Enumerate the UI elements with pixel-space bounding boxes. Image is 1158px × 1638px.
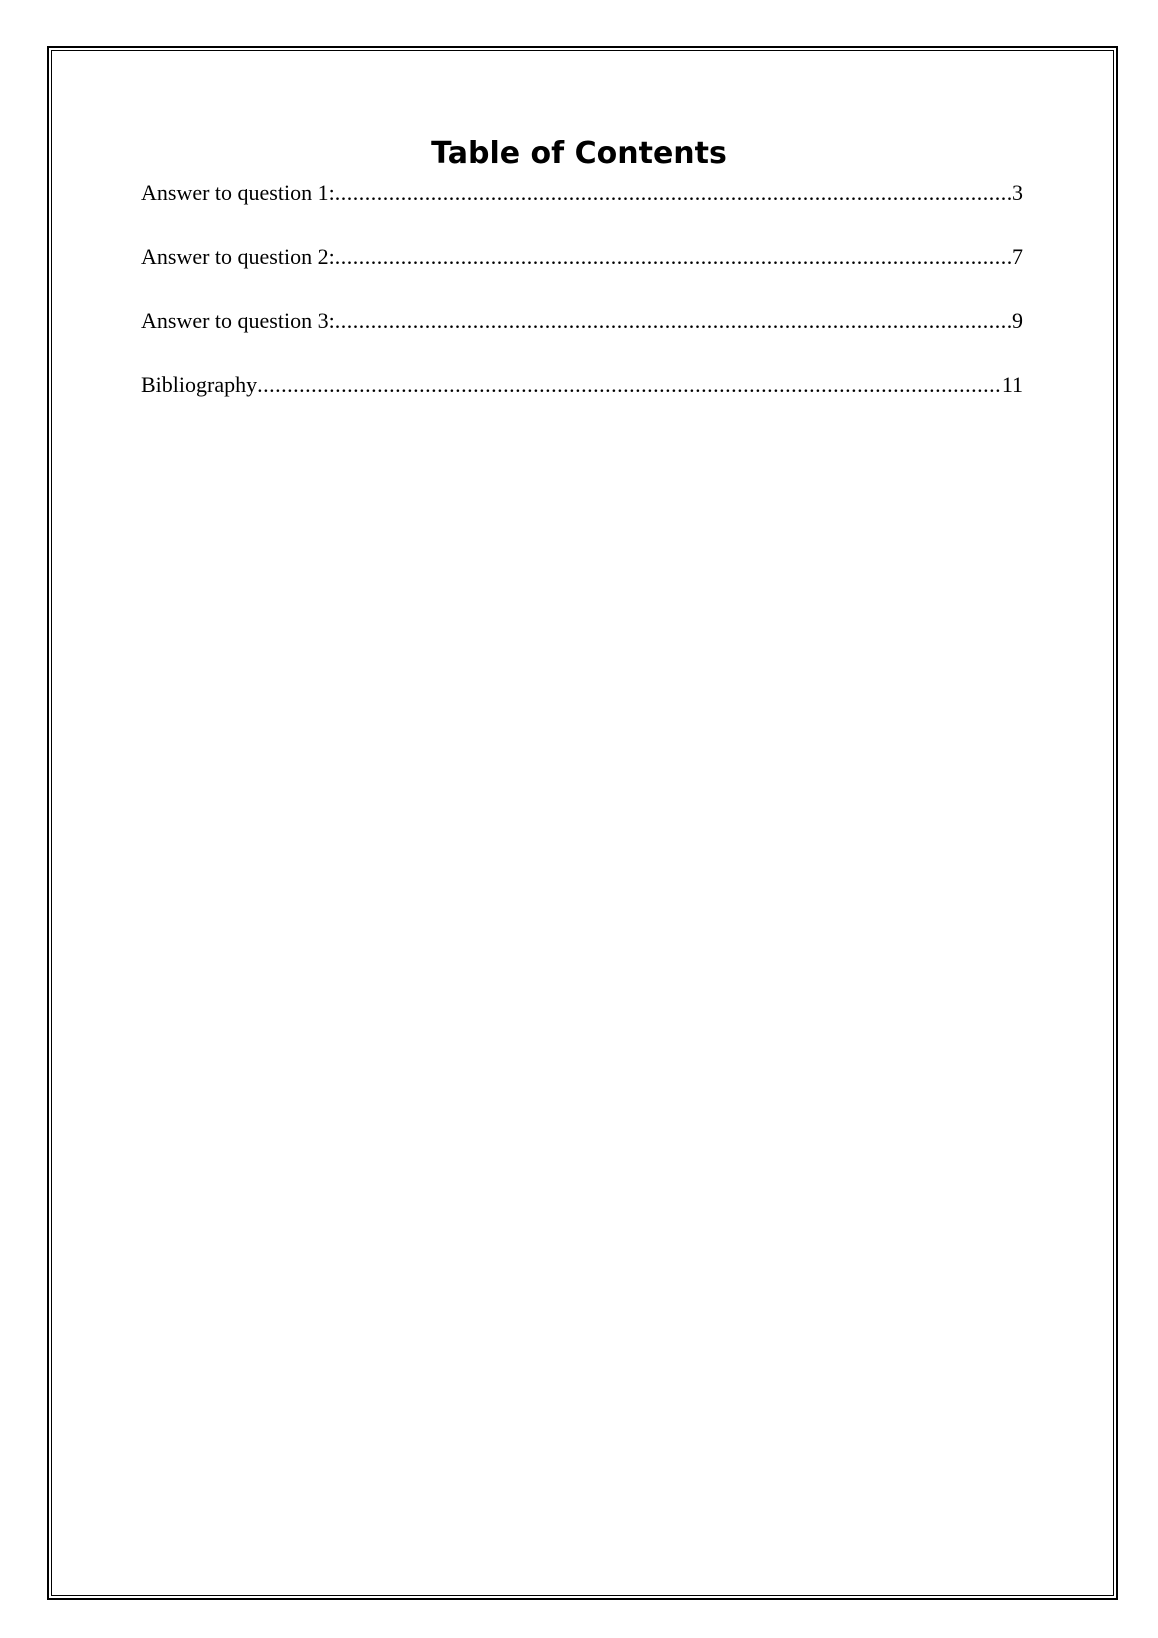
toc-dot-leader <box>335 242 1012 272</box>
toc-entry-page-number: 11 <box>1001 372 1023 397</box>
toc-entry-bibliography[interactable] <box>141 370 1023 434</box>
toc-title: Table of Contents <box>431 136 727 171</box>
toc-entry-label: Answer to question 1: <box>141 180 335 205</box>
toc-entry-page-number: 9 <box>1012 308 1023 333</box>
toc-entry-label: Answer to question 3: <box>141 308 335 333</box>
toc-entry-question-2[interactable] <box>141 242 1023 306</box>
toc-entry-page-number: 3 <box>1012 180 1023 205</box>
toc-entry-page-number: 7 <box>1012 244 1023 269</box>
toc-entry-label: Answer to question 2: <box>141 244 335 269</box>
toc-list <box>141 178 1023 434</box>
toc-dot-leader <box>257 370 1002 400</box>
toc-entry-question-3[interactable] <box>141 306 1023 370</box>
toc-dot-leader <box>335 306 1012 336</box>
toc-entry-question-1[interactable] <box>141 178 1023 242</box>
toc-dot-leader <box>335 178 1012 208</box>
toc-entry-label: Bibliography <box>141 372 258 397</box>
